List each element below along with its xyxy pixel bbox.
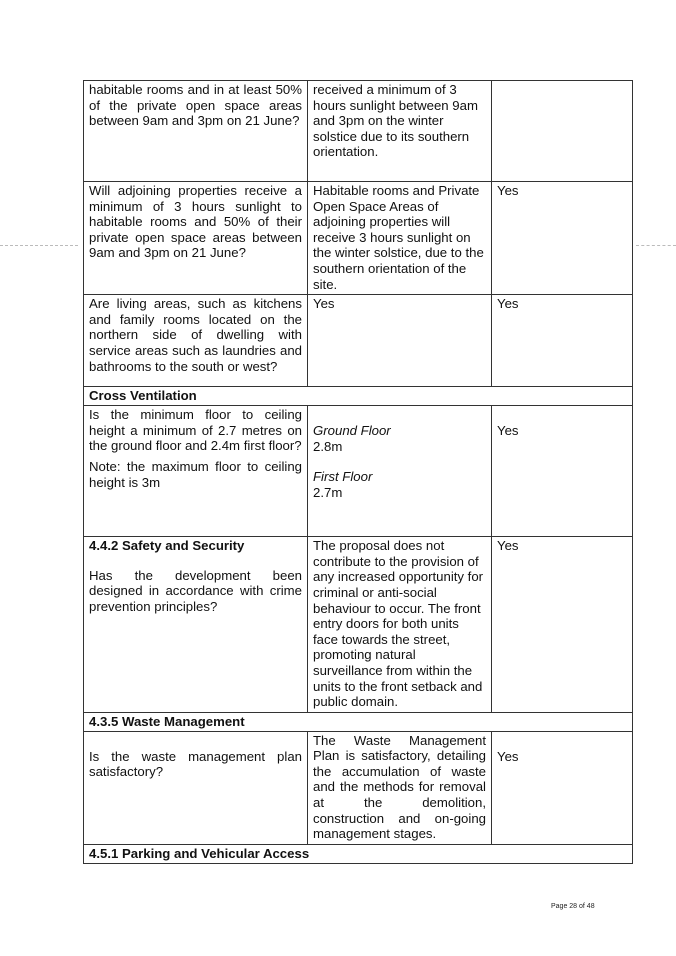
compliance-value: Yes [497, 748, 519, 764]
section-heading: Cross Ventilation [84, 387, 633, 406]
compliance-cell: Yes [492, 295, 633, 387]
assessment-cell: Yes [308, 295, 492, 387]
table-row [84, 182, 633, 295]
question-cell [84, 537, 308, 713]
section-header-row [84, 387, 633, 406]
question-cell [84, 406, 308, 537]
question-cell: Are living areas, such as kitchens and family rooms located on the northern side of dwelling with service areas such as laundries and bathrooms to the south or west? [84, 295, 308, 387]
first-floor-value: 2.7m [313, 484, 343, 500]
compliance-cell [492, 406, 633, 537]
question-text: Is the minimum floor to ceiling height a minimum of 2.7 metres on the ground floor and 2.4m first floor? [89, 407, 302, 454]
table-row [84, 406, 633, 537]
table-row [84, 731, 633, 844]
ground-floor-value: 2.8m [313, 438, 343, 454]
compliance-cell: Yes [492, 182, 633, 295]
question-cell [84, 731, 308, 844]
table-row [84, 295, 633, 387]
compliance-cell [492, 81, 633, 182]
section-heading: 4.3.5 Waste Management [84, 712, 633, 731]
compliance-value: Yes [497, 423, 519, 439]
compliance-cell: Yes [492, 537, 633, 713]
question-cell: Will adjoining properties receive a minimum of 3 hours sunlight to habitable rooms and 50% of their private open space areas between 9am and 3pm on 21 June? [84, 182, 308, 295]
question-text: Is the waste management plan satisfactory? [89, 748, 302, 780]
assessment-cell: The Waste Management Plan is satisfactory, detailing the accumulation of waste and the methods for removal at the demolition, construction and on-going management stages. [308, 731, 492, 844]
note-text: Note: the maximum floor to ceiling height is 3m [89, 458, 302, 490]
ground-floor-label: Ground Floor [313, 423, 391, 439]
assessment-cell: Habitable rooms and Private Open Space Areas of adjoining properties will receive 3 hours sunlight on the winter solstice, due to the southern orientation of the site. [308, 182, 492, 295]
table-row [84, 537, 633, 713]
scan-artifact-line [636, 245, 676, 246]
section-header-row [84, 844, 633, 863]
section-heading: 4.5.1 Parking and Vehicular Access [84, 844, 633, 863]
assessment-cell: received a minimum of 3 hours sunlight between 9am and 3pm on the winter solstice due to its southern orientation. [308, 81, 492, 182]
table-row [84, 81, 633, 182]
assessment-cell: The proposal does not contribute to the provision of any increased opportunity for criminal or anti-social behaviour to occur. The front entry doors for both units face towards the street, promoting natural surveillance from within the units to the front setback and public domain. [308, 537, 492, 713]
compliance-cell [492, 731, 633, 844]
question-cell: habitable rooms and in at least 50% of the private open space areas between 9am and 3pm on 21 June? [84, 81, 308, 182]
subsection-heading: 4.4.2 Safety and Security [89, 538, 245, 554]
assessment-table [83, 80, 633, 864]
question-text: Has the development been designed in accordance with crime prevention principles? [89, 567, 302, 614]
assessment-cell [308, 406, 492, 537]
first-floor-label: First Floor [313, 469, 373, 485]
section-header-row [84, 712, 633, 731]
page-number: Page 28 of 48 [551, 903, 595, 910]
scan-artifact-line [0, 245, 78, 246]
